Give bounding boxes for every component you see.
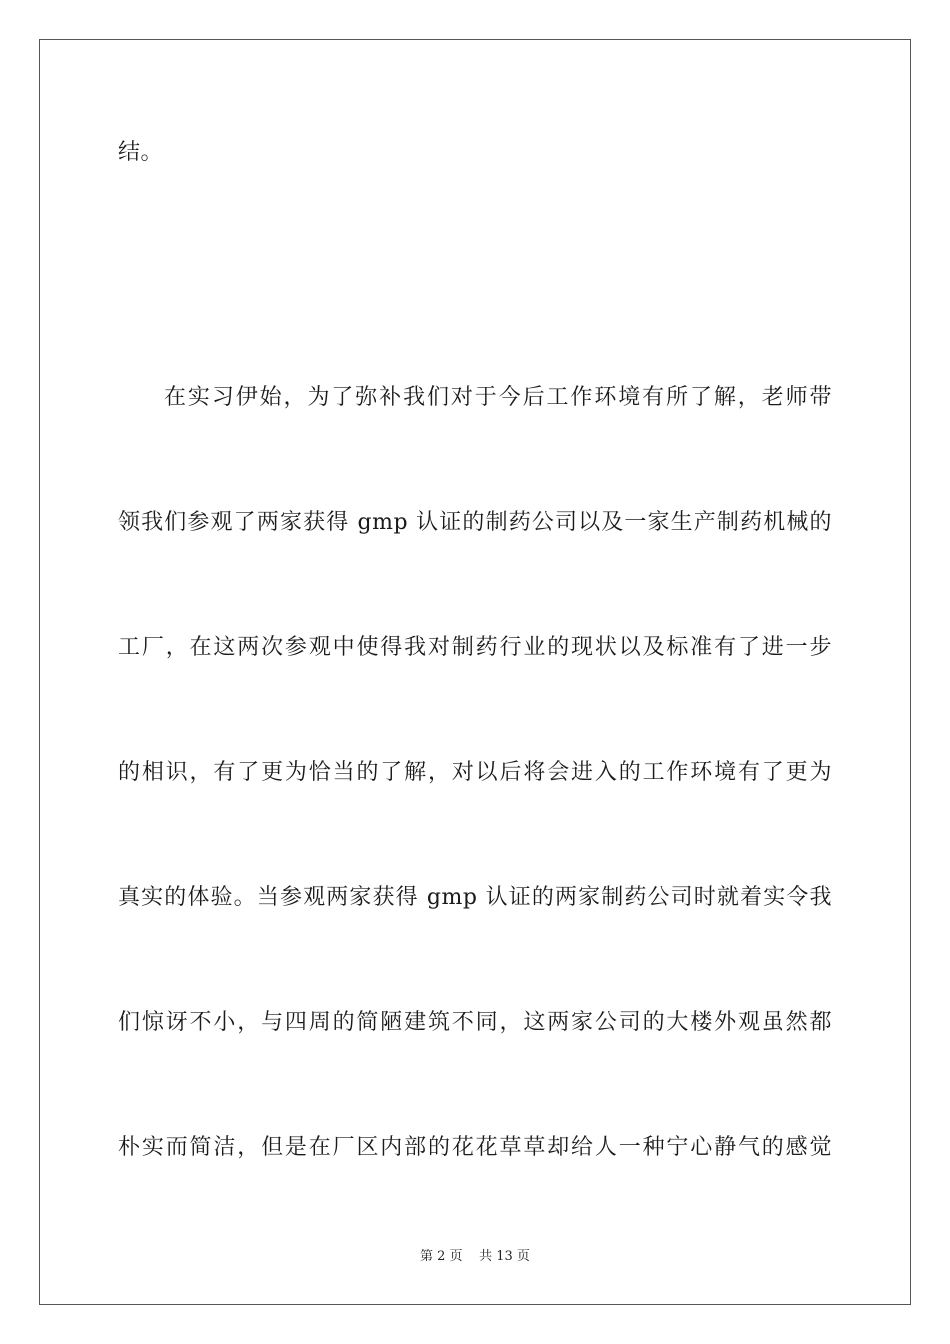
page-number: 第 2 页	[420, 1249, 463, 1264]
text-line-6: 真实的体验。当参观两家获得 gmp 认证的两家制药公司时就着实令我	[118, 885, 832, 910]
text-line-7: 们惊讶不小，与四周的简陋建筑不同，这两家公司的大楼外观虽然都	[118, 1010, 832, 1035]
text-line-1: 结。	[118, 140, 164, 165]
text-line-8: 朴实而简洁，但是在厂区内部的花花草草却给人一种宁心静气的感觉	[118, 1135, 832, 1160]
text-line-5: 的相识，有了更为恰当的了解，对以后将会进入的工作环境有了更为	[118, 760, 832, 785]
total-pages: 共 13 页	[479, 1249, 530, 1264]
paragraph-first-line: 在实习伊始，为了弥补我们对于今后工作环境有所了解，老师带	[164, 385, 832, 410]
text-line-4: 工厂，在这两次参观中使得我对制药行业的现状以及标准有了进一步	[118, 635, 832, 660]
page-footer	[0, 1248, 950, 1266]
page-frame	[39, 39, 911, 1305]
text-line-3: 领我们参观了两家获得 gmp 认证的制药公司以及一家生产制药机械的	[118, 510, 832, 535]
